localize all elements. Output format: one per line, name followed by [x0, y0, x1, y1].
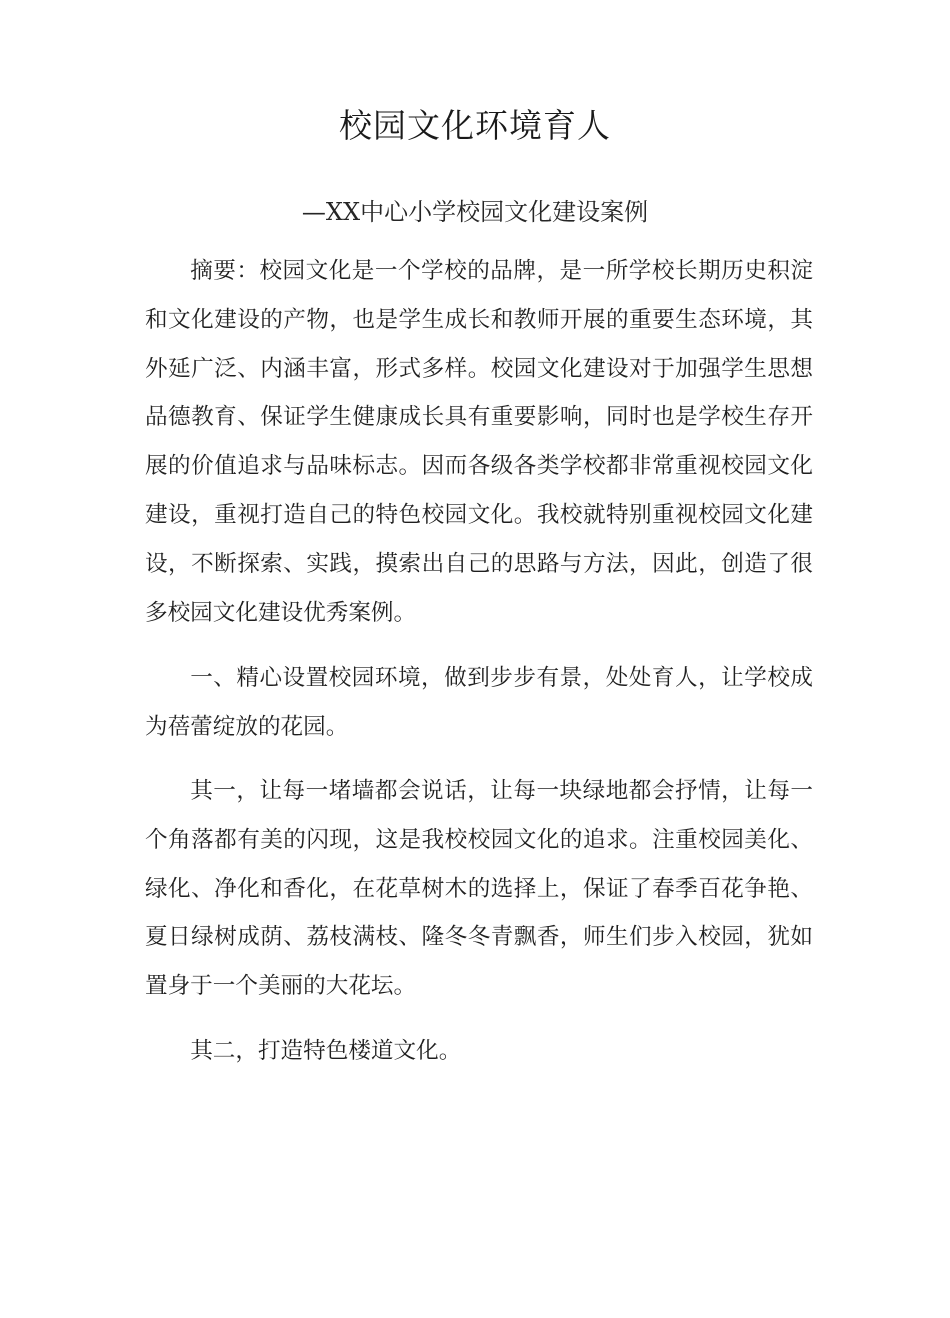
body-paragraph-1: 其一，让每一堵墙都会说话，让每一块绿地都会抒情，让每一个角落都有美的闪现，这是我校校园文化的追求。注重校园美化、绿化、净化和香化，在花草树木的选择上，保证了春季百花争艳、夏日绿树成荫、荔枝满枝、隆冬冬青飘香，师生们步入校园，犹如置身于一个美丽的大花坛。	[145, 778, 813, 1000]
body-paragraph-2: 其二，打造特色楼道文化。	[190, 1038, 462, 1064]
abstract-paragraph: 摘要：校园文化是一个学校的品牌，是一所学校长期历史积淀和文化建设的产物，也是学生成长和教师开展的重要生态环境，其外延广泛、内涵丰富，形式多样。校园文化建设对于加强学生思想品德教育、保证学生健康成长具有重要影响，同时也是学校生存开展的价值追求与品味标志。因而各级各类学校都非常重视校园文化建设，重视打造自己的特色校园文化。我校就特别重视校园文化建设，不断探索、实践，摸索出自己的思路与方法，因此，创造了很多校园文化建设优秀案例。	[145, 258, 813, 626]
document-subtitle: —XX中心小学校园文化建设案例	[301, 198, 649, 226]
document-title: 校园文化环境育人	[339, 106, 611, 145]
section-heading-1: 一、精心设置校园环境，做到步步有景，处处育人，让学校成为蓓蕾绽放的花园。	[145, 665, 813, 740]
